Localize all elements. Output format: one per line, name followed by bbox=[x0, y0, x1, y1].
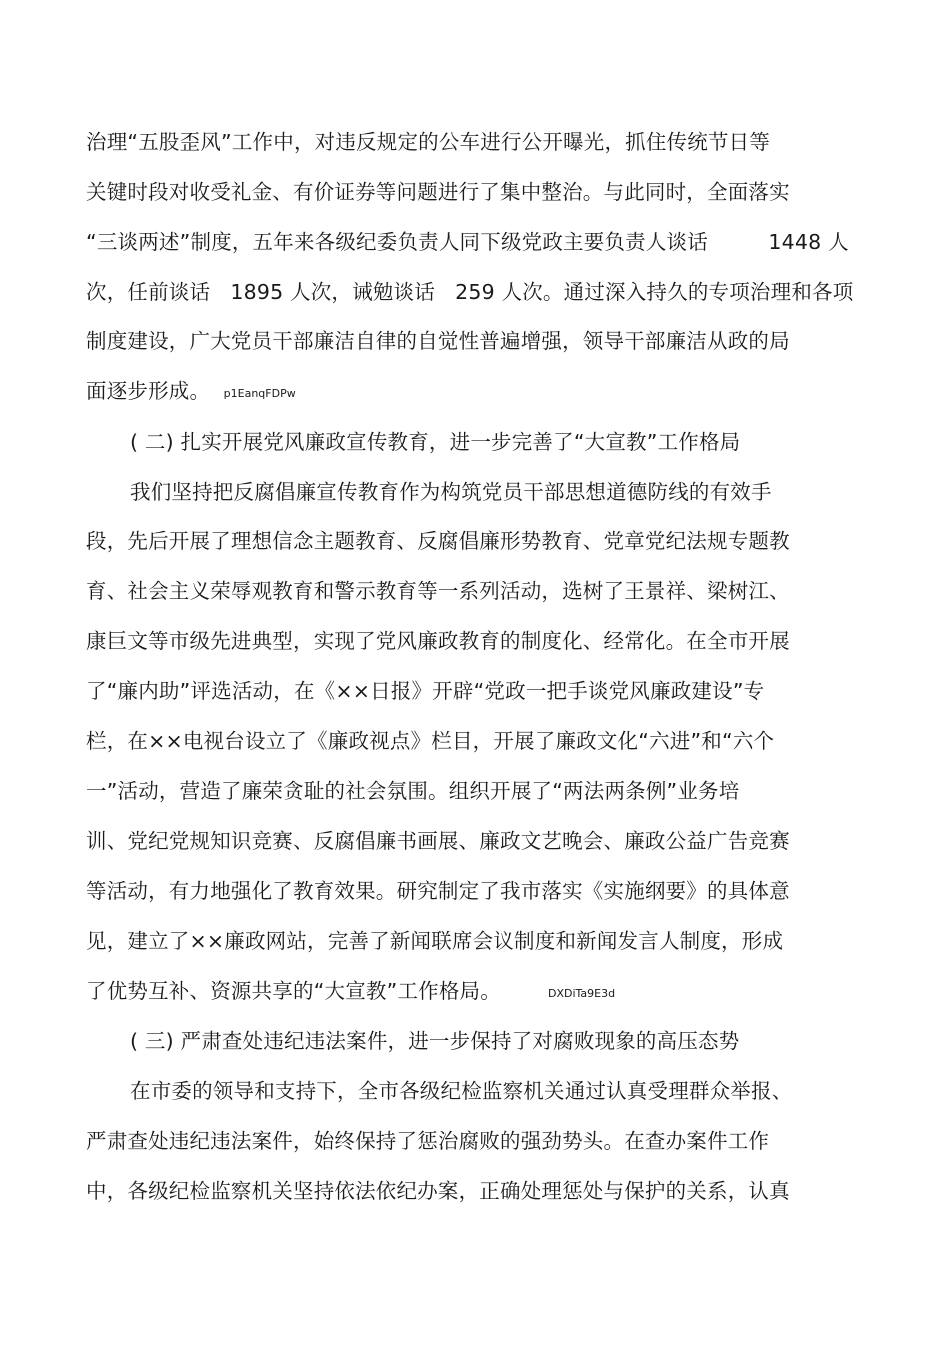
body-line-17: 见，建立了××廉政网站，完善了新闻联席会议制度和新闻发言人制度，形成 bbox=[86, 929, 784, 953]
body-line-6 bbox=[86, 379, 296, 406]
body-line-4: 次，任前谈话 1895 人次，诫勉谈话 259 人次。通过深入持久的专项治理和各项 bbox=[86, 280, 854, 304]
body-line-3: “三谈两述”制度，五年来各级纪委负责人同下级党政主要负责人谈话 1448 人 bbox=[86, 230, 849, 254]
section-heading-3: ( 三) 严肃查处违纪违法案件，进一步保持了对腐败现象的高压态势 bbox=[130, 1029, 740, 1053]
body-line-1: 治理“五股歪风”工作中，对违反规定的公车进行公开曝光，抓住传统节日等 bbox=[86, 130, 771, 154]
body-line-20: 在市委的领导和支持下，全市各级纪检监察机关通过认真受理群众举报、 bbox=[130, 1079, 793, 1103]
body-line-6-text: 面逐步形成。 bbox=[86, 379, 211, 403]
body-line-21: 严肃查处违纪违法案件，始终保持了惩治腐败的强劲势头。在查办案件工作 bbox=[86, 1129, 770, 1153]
body-line-13: 栏，在××电视台设立了《廉政视点》栏目，开展了廉政文化“六进”和“六个 bbox=[86, 729, 775, 753]
body-line-16: 等活动，有力地强化了教育效果。研究制定了我市落实《实施纲要》的具体意 bbox=[86, 879, 790, 903]
body-line-8: 我们坚持把反腐倡廉宣传教育作为构筑党员干部思想道德防线的有效手 bbox=[130, 480, 772, 504]
section-heading-2: ( 二) 扎实开展党风廉政宣传教育，进一步完善了“大宣教”工作格局 bbox=[130, 430, 741, 454]
body-line-9: 段，先后开展了理想信念主题教育、反腐倡廉形势教育、党章党纪法规专题教 bbox=[86, 529, 790, 553]
body-line-5: 制度建设，广大党员干部廉洁自律的自觉性普遍增强，领导干部廉洁从政的局 bbox=[86, 329, 790, 353]
document-code: p1EanqFDPw bbox=[223, 387, 296, 400]
body-line-18 bbox=[86, 979, 615, 1006]
body-line-18-text: 了优势互补、资源共享的“大宣教”工作格局。 bbox=[86, 979, 501, 1003]
body-line-15: 训、党纪党规知识竞赛、反腐倡廉书画展、廉政文艺晚会、廉政公益广告竞赛 bbox=[86, 829, 790, 853]
body-line-2: 关键时段对收受礼金、有价证券等问题进行了集中整治。与此同时，全面落实 bbox=[86, 180, 790, 204]
body-line-10: 育、社会主义荣辱观教育和警示教育等一系列活动，选树了王景祥、梁树江、 bbox=[86, 579, 790, 603]
body-line-12: 了“廉内助”评选活动，在《××日报》开辟“党政一把手谈党风廉政建设”专 bbox=[86, 679, 765, 703]
body-line-14: 一”活动，营造了廉荣贪耻的社会氛围。组织开展了“两法两条例”业务培 bbox=[86, 779, 740, 803]
document-code: DXDiTa9E3d bbox=[547, 987, 616, 1000]
body-line-22: 中，各级纪检监察机关坚持依法依纪办案，正确处理惩处与保护的关系，认真 bbox=[86, 1179, 790, 1203]
body-line-11: 康巨文等市级先进典型，实现了党风廉政教育的制度化、经常化。在全市开展 bbox=[86, 629, 790, 653]
